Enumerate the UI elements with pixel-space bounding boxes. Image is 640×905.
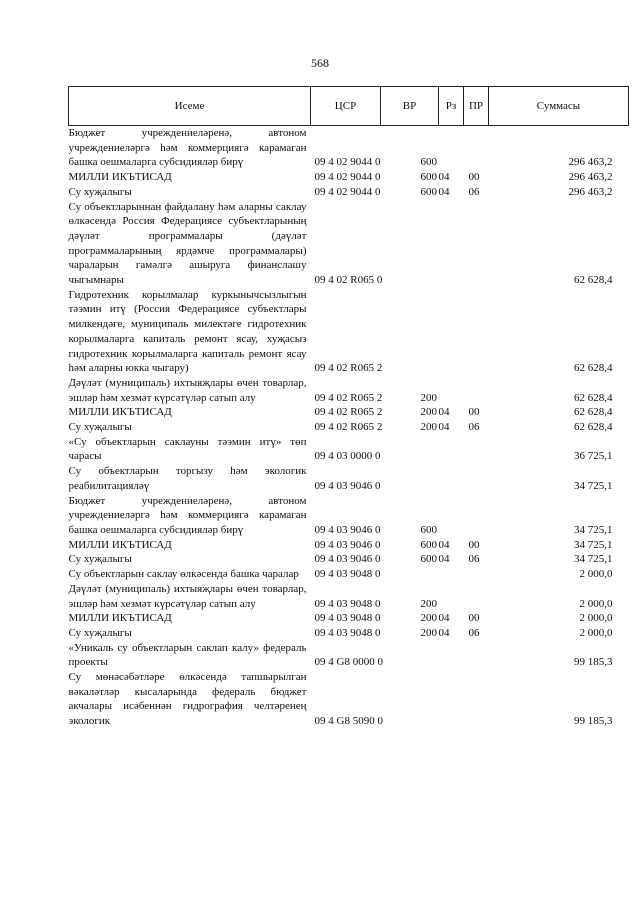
row-pr: 06 bbox=[468, 421, 480, 434]
budget-table-container bbox=[68, 86, 628, 729]
header-csr: ЦСР bbox=[311, 87, 381, 126]
row-pr: 00 bbox=[468, 171, 480, 184]
row-pr: 06 bbox=[468, 553, 480, 566]
table-row bbox=[69, 641, 629, 670]
row-name: Дәүләт (муниципаль) ихтыяҗлары өчен товарлар, эшләр һәм хезмәт күрсәтүләр сатып алу bbox=[68, 376, 307, 404]
row-sum: 36 725,1 bbox=[574, 450, 613, 463]
row-rz bbox=[439, 126, 464, 171]
row-csr: 09 4 02 R065 2 bbox=[314, 391, 383, 404]
row-csr: 09 4 G8 0000 0 bbox=[314, 656, 383, 669]
row-name: Бюджет учреждениеләренә, автоном учреждениеләргә һәм коммерциягә карамаган башка оешмаларга субсидияләр бирү bbox=[68, 494, 307, 536]
row-name: МИЛЛИ ИКЪТИСАД bbox=[68, 612, 172, 625]
row-vr: 600 bbox=[420, 171, 437, 184]
row-rz: 04 bbox=[438, 626, 450, 639]
row-pr bbox=[464, 567, 489, 582]
row-vr bbox=[381, 200, 439, 288]
row-vr: 600 bbox=[420, 156, 437, 169]
row-vr bbox=[381, 464, 439, 493]
row-rz: 04 bbox=[438, 171, 450, 184]
row-vr: 200 bbox=[420, 612, 437, 625]
row-rz: 04 bbox=[438, 612, 450, 625]
row-csr: 09 4 G8 5090 0 bbox=[314, 715, 383, 728]
row-pr bbox=[464, 464, 489, 493]
row-rz: 04 bbox=[438, 185, 450, 198]
row-rz: 04 bbox=[438, 538, 450, 551]
row-pr: 00 bbox=[468, 538, 480, 551]
row-name: Су хуҗалыгы bbox=[68, 185, 132, 198]
row-pr: 06 bbox=[468, 185, 480, 198]
row-sum: 62 628,4 bbox=[574, 362, 613, 375]
row-rz bbox=[439, 376, 464, 405]
row-sum: 296 463,2 bbox=[568, 171, 613, 184]
row-sum: 62 628,4 bbox=[574, 406, 613, 419]
row-name: Су хуҗалыгы bbox=[68, 626, 132, 639]
table-row bbox=[69, 170, 629, 185]
row-csr: 09 4 02 9044 0 bbox=[314, 185, 381, 198]
header-pr: ПР bbox=[464, 87, 489, 126]
row-rz bbox=[439, 435, 464, 464]
row-name: Су объектларын торгызу һәм экологик реабилитацияләү bbox=[68, 465, 307, 492]
header-vr: ВР bbox=[381, 87, 439, 126]
row-sum: 99 185,3 bbox=[574, 715, 613, 728]
table-row bbox=[69, 288, 629, 376]
row-pr bbox=[464, 376, 489, 405]
row-pr bbox=[464, 582, 489, 611]
row-csr: 09 4 02 R065 2 bbox=[314, 421, 383, 434]
row-sum: 2 000,0 bbox=[579, 568, 613, 581]
table-row bbox=[69, 626, 629, 641]
row-csr: 09 4 02 9044 0 bbox=[314, 156, 381, 169]
row-rz bbox=[439, 582, 464, 611]
row-csr: 09 4 03 9048 0 bbox=[314, 568, 381, 581]
row-name: «Су объектларын саклауны тәэмин итү» төп чарасы bbox=[68, 435, 307, 463]
row-pr bbox=[464, 288, 489, 376]
row-csr: 09 4 03 9046 0 bbox=[314, 479, 381, 492]
row-vr bbox=[381, 641, 439, 670]
table-row bbox=[69, 464, 629, 493]
table-row bbox=[69, 670, 629, 729]
row-pr bbox=[464, 435, 489, 464]
table-row bbox=[69, 126, 629, 171]
row-vr bbox=[381, 288, 439, 376]
row-rz: 04 bbox=[438, 406, 450, 419]
table-row bbox=[69, 420, 629, 435]
table-row bbox=[69, 435, 629, 464]
row-pr: 00 bbox=[468, 612, 480, 625]
row-name: Дәүләт (муниципаль) ихтыяҗлары өчен товарлар, эшләр һәм хезмәт күрсәтүләр сатып алу bbox=[68, 582, 307, 610]
row-sum: 34 725,1 bbox=[574, 479, 613, 492]
row-vr: 200 bbox=[420, 406, 437, 419]
row-pr bbox=[464, 670, 489, 729]
row-vr: 600 bbox=[420, 538, 437, 551]
page-number: 568 bbox=[311, 56, 329, 70]
table-row bbox=[69, 582, 629, 611]
row-rz: 04 bbox=[438, 553, 450, 566]
row-vr: 600 bbox=[420, 185, 437, 198]
row-csr: 09 4 02 R065 0 bbox=[314, 274, 383, 287]
header-row bbox=[69, 87, 629, 126]
row-name: Су мөнәсәбәтләре өлкәсендә тапшырылган вәкаләтләр кысаларында федераль бюджет акчалары исәбеннән гидрография челтәренең экологик bbox=[68, 671, 307, 728]
table-row bbox=[69, 405, 629, 420]
row-sum: 2 000,0 bbox=[579, 597, 613, 610]
row-vr bbox=[381, 435, 439, 464]
row-sum: 34 725,1 bbox=[574, 538, 613, 551]
header-rz: Рз bbox=[439, 87, 464, 126]
budget-table bbox=[68, 86, 629, 729]
row-csr: 09 4 03 9046 0 bbox=[314, 523, 381, 536]
table-row bbox=[69, 538, 629, 553]
row-sum: 296 463,2 bbox=[568, 185, 613, 198]
row-name: Су хуҗалыгы bbox=[68, 421, 132, 434]
row-csr: 09 4 03 9046 0 bbox=[314, 538, 381, 551]
row-pr bbox=[464, 494, 489, 538]
row-sum: 2 000,0 bbox=[579, 612, 613, 625]
table-body bbox=[69, 126, 629, 729]
row-vr: 200 bbox=[420, 421, 437, 434]
row-rz: 04 bbox=[438, 421, 450, 434]
row-rz bbox=[439, 494, 464, 538]
row-sum: 62 628,4 bbox=[574, 391, 613, 404]
row-sum: 34 725,1 bbox=[574, 523, 613, 536]
row-name: Су хуҗалыгы bbox=[68, 553, 132, 566]
row-pr: 06 bbox=[468, 626, 480, 639]
row-csr: 09 4 02 R065 2 bbox=[314, 406, 383, 419]
row-sum: 34 725,1 bbox=[574, 553, 613, 566]
row-name: МИЛЛИ ИКЪТИСАД bbox=[68, 171, 172, 184]
table-row bbox=[69, 552, 629, 567]
header-sum: Суммасы bbox=[489, 87, 629, 126]
row-pr: 00 bbox=[468, 406, 480, 419]
row-name: МИЛЛИ ИКЪТИСАД bbox=[68, 538, 172, 551]
table-row bbox=[69, 567, 629, 582]
row-rz bbox=[439, 464, 464, 493]
row-sum: 62 628,4 bbox=[574, 421, 613, 434]
row-pr bbox=[464, 200, 489, 288]
row-rz bbox=[439, 200, 464, 288]
table-row bbox=[69, 185, 629, 200]
table-header bbox=[69, 87, 629, 126]
row-sum: 62 628,4 bbox=[574, 274, 613, 287]
row-pr bbox=[464, 641, 489, 670]
row-vr bbox=[381, 670, 439, 729]
row-csr: 09 4 03 9048 0 bbox=[314, 612, 381, 625]
row-sum: 99 185,3 bbox=[574, 656, 613, 669]
row-rz bbox=[439, 288, 464, 376]
row-vr: 200 bbox=[420, 626, 437, 639]
row-name: Су объектларын саклау өлкәсендә башка чаралар bbox=[68, 568, 299, 581]
row-name: «Уникаль су объектларын саклап калу» федераль проекты bbox=[68, 641, 307, 669]
row-sum: 296 463,2 bbox=[568, 156, 613, 169]
row-name: Бюджет учреждениеләренә, автоном учреждениеләргә һәм коммерциягә карамаган башка оешмаларга субсидияләр бирү bbox=[68, 127, 307, 169]
table-row bbox=[69, 376, 629, 405]
row-vr: 600 bbox=[420, 553, 437, 566]
header-name: Исеме bbox=[69, 87, 311, 126]
row-csr: 09 4 03 9048 0 bbox=[314, 626, 381, 639]
table-row bbox=[69, 200, 629, 288]
row-sum: 2 000,0 bbox=[579, 626, 613, 639]
row-name: Гидротехник корылмалар куркынычсызлыгын тәэмин итү (Россия Федерациясе субъектлары милкендәге, муниципаль милектәге гидротехник корылмаларга капиталь ремонт ясау, хуҗасыз гидротехник корылмаларга капиталь ремонт ясау һәм аларны юкка чыгару) bbox=[68, 288, 307, 375]
row-vr: 200 bbox=[420, 597, 437, 610]
row-csr: 09 4 02 9044 0 bbox=[314, 171, 381, 184]
table-row bbox=[69, 494, 629, 538]
table-row bbox=[69, 611, 629, 626]
row-csr: 09 4 03 9048 0 bbox=[314, 597, 381, 610]
row-pr bbox=[464, 126, 489, 171]
row-name: МИЛЛИ ИКЪТИСАД bbox=[68, 406, 172, 419]
row-rz bbox=[439, 567, 464, 582]
row-vr bbox=[381, 567, 439, 582]
row-rz bbox=[439, 641, 464, 670]
row-csr: 09 4 03 9046 0 bbox=[314, 553, 381, 566]
row-name: Су объектларыннан файдалану һәм аларны саклау өлкәсендә Россия Федерациясе субъектларының дәүләт программалары (дәүләт программаларының ярдәмче программалары) чараларын гамәлгә ашыруга финанслашу чыгымнары bbox=[68, 200, 307, 287]
row-csr: 09 4 02 R065 2 bbox=[314, 362, 383, 375]
row-vr: 600 bbox=[420, 523, 437, 536]
row-rz bbox=[439, 670, 464, 729]
row-vr: 200 bbox=[420, 391, 437, 404]
row-csr: 09 4 03 0000 0 bbox=[314, 450, 381, 463]
